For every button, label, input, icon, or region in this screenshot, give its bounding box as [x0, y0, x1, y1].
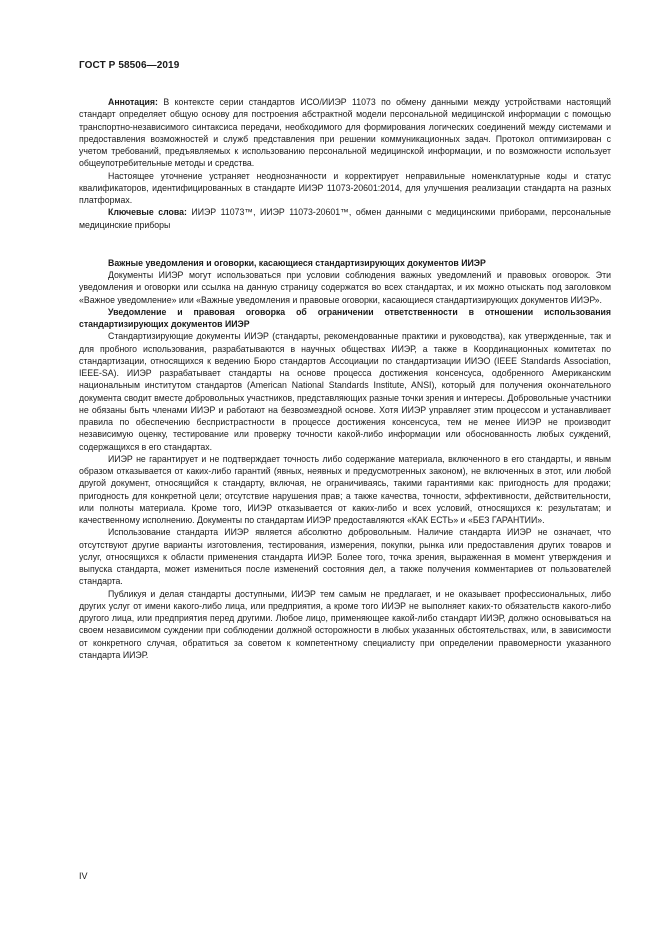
disclaimer-paragraph: ИИЭР не гарантирует и не подтверждает точность либо содержание материала, включенного в его стандарты, и явным образом отказывается от каких-либо гарантий (явных, неявных и предусмотренных законом), не включенных в этот, или любой другой документ, относящийся к стандарту, включая, не ограничиваясь, такими гарантиями как: пригодность для продажи; пригодность для конкретной цели; отсутствие нарушения прав; а также качества, точности, эффективности, действительности, или полноты материала. Кроме того, ИИЭР отказывается от каких-либо и всех условий, относящихся к: результатам; и качественному исполнению. Документы по стандартам ИИЭР предоставляются «КАК ЕСТЬ» и «БЕЗ ГАРАНТИИ». [79, 453, 611, 525]
standard-id: ГОСТ Р 58506—2019 [79, 60, 180, 71]
disclaimer-paragraph: Стандартизирующие документы ИИЭР (стандарты, рекомендованные практики и руководства), как утвержденные, так и для пробного использования, разрабатываются в научных обществах ИИЭР, а также в Координационных комитетах по стандартизации, относящихся к ведению Бюро стандартов Ассоциации по стандартизации ИИЭО (IEEE Standards Association, IEEE-SA). ИИЭР разрабатывает стандарты на основе процесса достижения консенсуса, одобренного Американским национальным институтом стандартов (American National Standards Institute, ANSI), который для получения окончательного документа сводит вместе добровольных участников, представляющих разные точки зрения и интересы. Добровольные участники не обязаны быть членами ИИЭР и работают на безвозмездной основе. Хотя ИИЭР управляет этим процессом и устанавливает правила по обеспечению беспристрастности в процессе достижения консенсуса, тем не менее ИИЭР не производит независимую оценку, тестирование или проверку точности какой-либо информации или обоснованность любых суждений, содержащихся в его стандартах. [79, 331, 611, 452]
notices-intro: Документы ИИЭР могут использоваться при условии соблюдения важных уведомлений и правовых оговорок. Эти уведомления и оговорки или ссылка на данную страницу содержатся во всех стандартах, и их можно отыскать под заголовком «Важное уведомление» или «Важные уведомления и правовые оговорки, касающиеся стандартизирующих документов ИИЭР». [79, 270, 611, 305]
keywords-text: ИИЭР 11073™, ИИЭР 11073-20601™, обмен данными с медицинскими приборами, персональные медицинские приборы [79, 207, 611, 230]
annotation-paragraph [79, 96, 611, 170]
disclaimer-paragraph: Публикуя и делая стандарты доступными, ИИЭР тем самым не предлагает, и не оказывает профессиональных, либо других услуг от имени какого-либо лица, или предприятия, а кроме того ИИЭР не выполняет каких-то обязательств какого-либо другого лица, или предприятия перед другими. Любое лицо, применяющее какой-либо стандарт ИИЭР, должно основываться на своем независимом суждении при соблюдении должной осторожности в любых указанных обстоятельствах, или, в зависимости от конкретного случая, обратиться за советом к компетентному специалисту при определении правомерности указанного стандарта ИИЭР. [79, 588, 611, 660]
notices-heading: Важные уведомления и оговорки, касающиеся стандартизирующих документов ИИЭР [108, 257, 486, 268]
keywords-label: Ключевые слова: [108, 207, 187, 218]
disclaimer-paragraph: Использование стандарта ИИЭР является абсолютно добровольным. Наличие стандарта ИИЭР не означает, что отсутствуют другие варианты изготовления, тестирования, измерения, покупки, рынка или предоставления других товаров и услуг, относящихся к области применения стандарта ИИЭР. Более того, точка зрения, выраженная в момент утверждения и выпуска стандарта, может измениться после изменений состояния дел, а также получения комментариев от пользователей стандарта. [79, 527, 611, 587]
page-number: IV [79, 871, 88, 881]
notices-subheading: Уведомление и правовая оговорка об ограничении ответственности в отношении использования стандартизирующих документов ИИЭР [79, 306, 611, 329]
clarification-paragraph: Настоящее уточнение устраняет неоднозначности и корректирует неправильные номенклатурные коды и статус квалификаторов, идентифицированных в стандарте ИИЭР 11073-20601:2014, для улучшения реализации стандарта на разных платформах. [79, 170, 611, 205]
annotation-label: Аннотация: [108, 97, 158, 107]
section-spacer [79, 231, 611, 257]
page-body [79, 96, 611, 661]
annotation-text: В контексте серии стандартов ИСО/ИИЭР 11073 по обмену данными между устройствами настоящий стандарт определяет общую основу для построения абстрактной модели персональной медицинской информации с помощью транспортно-независимого синтаксиса передачи, необходимого для формирования логических соединений между системами и предоставления возможностей и служб представления при решении коммуникационных задач. Протокол оптимизирован с учетом требований, предъявляемых к использованию персональной медицинской информации, и по возможности использует общеупотребительные методы и средства. [79, 97, 611, 169]
keywords-paragraph [79, 206, 611, 231]
